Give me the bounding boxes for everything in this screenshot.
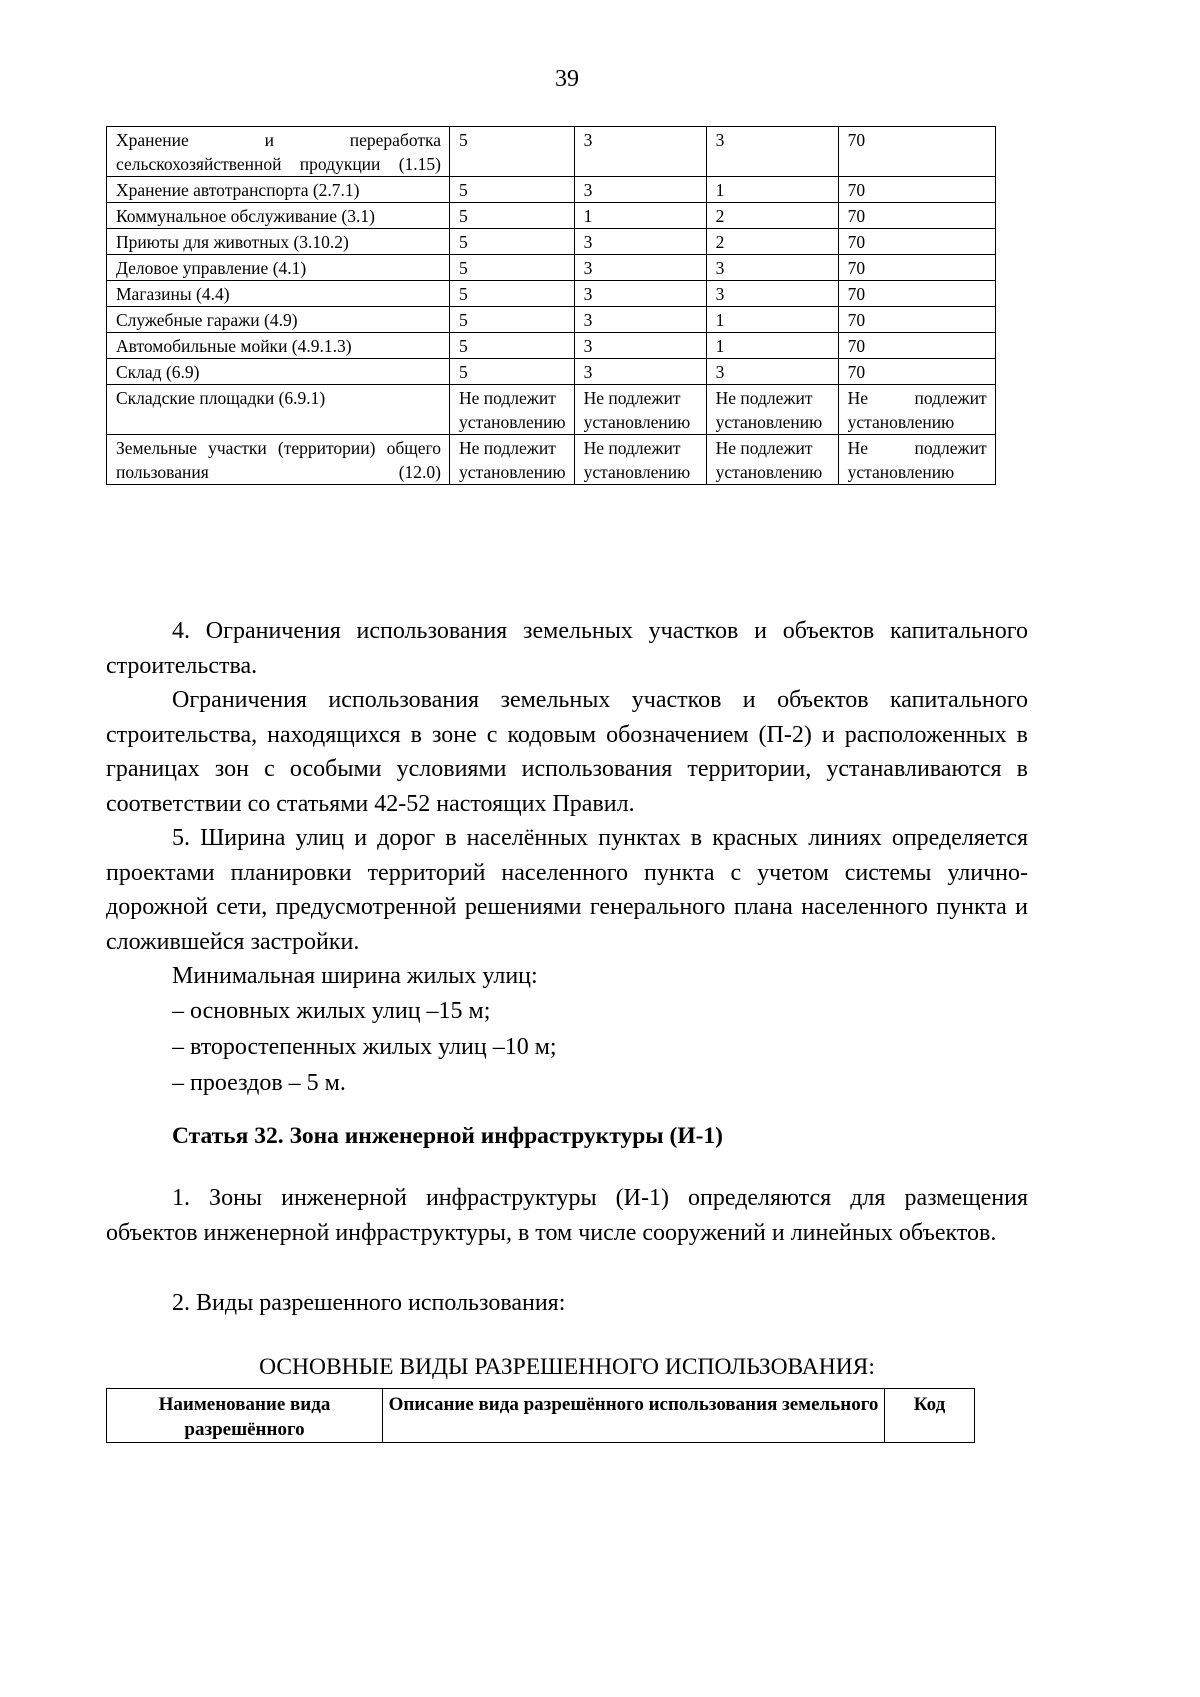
table-row [107,203,996,229]
header-cell-code: Код [885,1389,975,1443]
table-row [107,281,996,307]
list-item-secondary-streets: – второстепенных жилых улиц –10 м; [172,1034,557,1060]
header-cell-name: Наименование вида разрешённого [107,1389,383,1443]
cell-value: 3 [574,127,706,177]
cell-value: 5 [450,307,575,333]
cell-value: Не подлежит установлению [450,385,575,435]
cell-value: Не подлежит установлению [706,385,838,435]
table-row [107,229,996,255]
cell-value: 70 [838,203,995,229]
cell-use-name: Коммунальное обслуживание (3.1) [107,203,450,229]
cell-value: 1 [706,177,838,203]
cell-value: 5 [450,229,575,255]
cell-value: 70 [838,127,995,177]
paragraph-permitted-uses: 2. Виды разрешенного использования: [172,1290,566,1316]
cell-use-name: Складские площадки (6.9.1) [107,385,450,435]
paragraph-engineering-zone: 1. Зоны инженерной инфраструктуры (И-1) определяются для размещения объектов инженерной инфраструктуры, в том числе сооружений и линейных объектов. [106,1185,1028,1246]
table-row [107,333,996,359]
cell-use-name: Служебные гаражи (4.9) [107,307,450,333]
cell-value: 70 [838,255,995,281]
table2-title: ОСНОВНЫЕ ВИДЫ РАЗРЕШЕННОГО ИСПОЛЬЗОВАНИЯ: [259,1354,875,1380]
cell-value: 3 [574,359,706,385]
cell-value: 3 [706,255,838,281]
cell-use-name: Автомобильные мойки (4.9.1.3) [107,333,450,359]
cell-value: 5 [450,255,575,281]
cell-use-name: Деловое управление (4.1) [107,255,450,281]
cell-value: 5 [450,127,575,177]
cell-use-name: Склад (6.9) [107,359,450,385]
table-row [107,435,996,485]
paragraph-street-width: 5. Ширина улиц и дорог в населённых пунктах в красных линиях определяется проектами планировки территорий населенного пункта с учетом системы улично-дорожной сети, предусмотренной решениями генерального плана населенного пункта и сложившейся застройки. [106,825,1028,955]
cell-value: 2 [706,229,838,255]
cell-value: 3 [574,177,706,203]
cell-value: 3 [574,333,706,359]
table-row [107,255,996,281]
cell-value: 3 [574,281,706,307]
cell-value: Не подлежит установлению [574,385,706,435]
cell-value: 70 [838,177,995,203]
table-row [107,177,996,203]
page-number: 39 [555,66,579,92]
cell-value: 70 [838,229,995,255]
cell-value: 70 [838,333,995,359]
table-header-row [107,1389,975,1443]
cell-value: Не подлежит установлению [838,385,995,435]
cell-value: Не подлежит установлению [450,435,575,485]
table-row [107,359,996,385]
table-row [107,127,996,177]
cell-value: Не подлежит установлению [574,435,706,485]
table-row [107,385,996,435]
cell-use-name: Хранение автотранспорта (2.7.1) [107,177,450,203]
cell-value: 3 [574,307,706,333]
list-item-driveways: – проездов – 5 м. [172,1070,346,1096]
article-heading: Статья 32. Зона инженерной инфраструктуры (И-1) [172,1123,723,1149]
cell-use-name: Приюты для животных (3.10.2) [107,229,450,255]
cell-value: 3 [706,281,838,307]
cell-value: 3 [706,359,838,385]
cell-value: 3 [574,255,706,281]
cell-value: 5 [450,359,575,385]
cell-value: 5 [450,177,575,203]
cell-value: 1 [706,333,838,359]
cell-value: 5 [450,281,575,307]
cell-value: 2 [706,203,838,229]
cell-value: 1 [706,307,838,333]
cell-use-name: Земельные участки (территории) общего пользования (12.0) [107,435,450,485]
permitted-uses-table [106,1388,975,1443]
cell-value: 3 [574,229,706,255]
cell-value: 70 [838,281,995,307]
paragraph-restrictions: 4. Ограничения использования земельных участков и объектов капитального строительства. [106,618,1028,679]
cell-use-name: Магазины (4.4) [107,281,450,307]
paragraph-min-width: Минимальная ширина жилых улиц: [172,963,538,989]
cell-value: Не подлежит установлению [838,435,995,485]
header-cell-description: Описание вида разрешённого использования земельного [383,1389,885,1443]
cell-value: 3 [706,127,838,177]
table-row [107,307,996,333]
cell-value: Не подлежит установлению [706,435,838,485]
cell-value: 70 [838,307,995,333]
list-item-main-streets: – основных жилых улиц –15 м; [172,998,491,1024]
cell-value: 1 [574,203,706,229]
paragraph-restrictions-detail: Ограничения использования земельных участков и объектов капитального строительства, находящихся в зоне с кодовым обозначением (П-2) и расположенных в границах зон с особыми условиями использования территории, устанавливаются в соответствии со статьями 42-52 настоящих Правил. [106,687,1028,817]
cell-value: 5 [450,333,575,359]
cell-value: 5 [450,203,575,229]
cell-use-name: Хранение и переработка сельскохозяйственной продукции (1.15) [107,127,450,177]
cell-value: 70 [838,359,995,385]
zone-parameters-table [106,126,996,485]
